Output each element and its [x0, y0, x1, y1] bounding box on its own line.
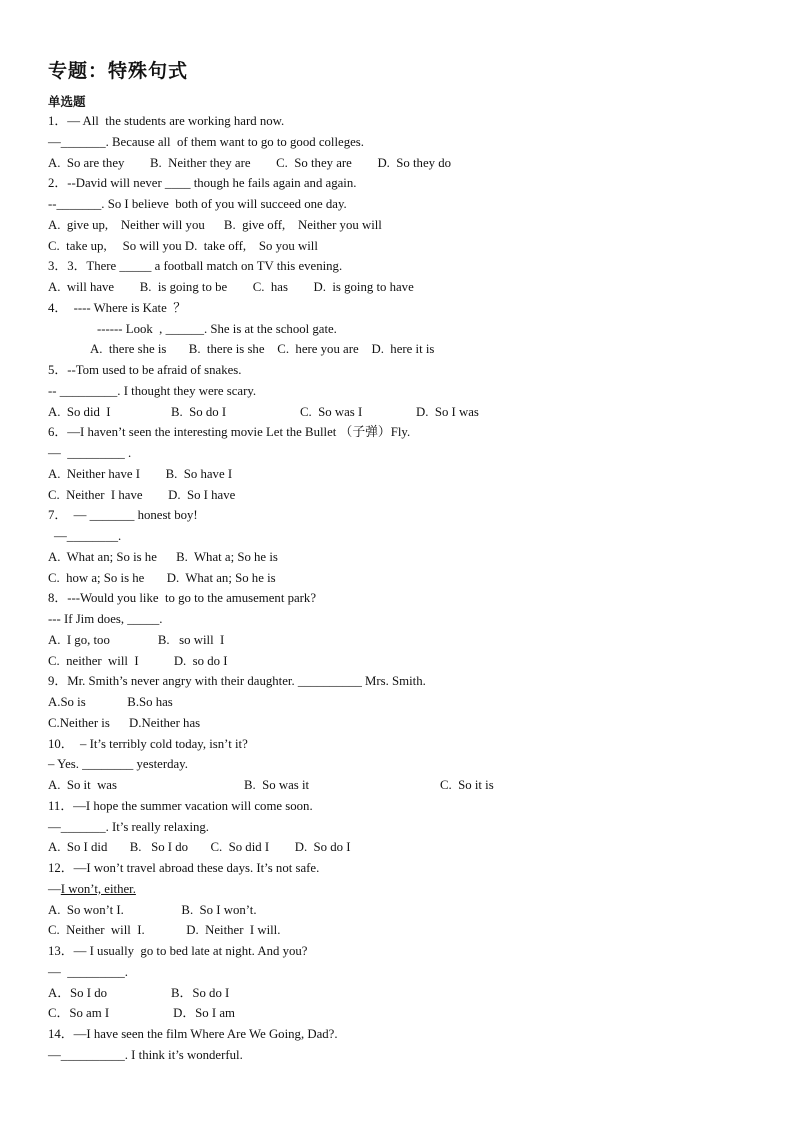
question-1-stem: 1．— All the students are working hard now. — [48, 114, 285, 128]
question-9-options-cd: C.Neither is D.Neither has — [48, 715, 201, 730]
question-9-stem: 9．Mr. Smith’s never angry with their daughter. __________ Mrs. Smith. — [48, 674, 426, 689]
question-8-stem: 8．---Would you like to go to the amusement park? — [48, 591, 316, 606]
question-9-options-ab: A.So is B.So has — [48, 695, 173, 709]
question-4-reply: ------ Look , ______. She is at the school gate. — [97, 321, 337, 336]
question-12-reply — [0, 879, 794, 900]
question-2-options-cd: C. take up, So will you D. take off, So you will — [48, 238, 318, 253]
question-2-reply: --_______. So I believe both of you will succeed one day. — [48, 197, 347, 211]
question-14-stem: 14．—I have seen the film Where Are We Going, Dad?. — [48, 1027, 338, 1041]
question-2-stem: 2．--David will never ____ though he fails again and again. — [48, 176, 357, 191]
option-c: C. So it is — [440, 778, 494, 792]
question-13-stem: 13．— I usually go to bed late at night. And you? — [48, 944, 308, 958]
option-a: A. So it was — [48, 778, 117, 792]
option-c: C. So was I — [300, 404, 363, 419]
question-4-options: A. there she is B. there is she C. here you are D. here it is — [90, 342, 435, 357]
question-5-reply: -- _________. I thought they were scary. — [48, 383, 257, 398]
question-7-options-ab: A. What an; So is he B. What a; So he is — [48, 549, 278, 564]
reply-dash: — — [48, 881, 61, 896]
question-1-reply: —_______. Because all of them want to go to good colleges. — [48, 134, 364, 149]
question-7-options-cd: C. how a; So is he D. What an; So he is — [48, 570, 276, 585]
question-10-reply: – Yes. ________ yesterday. — [48, 757, 188, 772]
question-6-reply: — _________ . — [48, 446, 132, 460]
question-13-options-ab: A．So I do B．So do I — [48, 985, 230, 1000]
question-10-stem: 10． – It’s terribly cold today, isn’t it? — [48, 736, 248, 751]
question-7-reply: —________. — [54, 529, 122, 543]
question-7-stem: 7． — _______ honest boy! — [48, 508, 198, 523]
question-13-reply: — _________. — [48, 964, 128, 979]
question-11-reply: —_______. It’s really relaxing. — [48, 819, 209, 834]
question-1-options: A. So are they B. Neither they are C. So they are D. So they do — [48, 155, 452, 170]
question-2-options-ab: A. give up, Neither will you B. give off, Neither you will — [48, 217, 382, 232]
option-a: A. So did I — [48, 404, 111, 419]
section-heading: 单选题 — [48, 94, 86, 109]
question-3-stem: 3．3．There _____ a football match on TV this evening. — [48, 259, 343, 274]
question-11-options: A. So I did B. So I do C. So did I D. So do I — [48, 840, 351, 855]
page-title: 专题：特殊句式 — [48, 60, 189, 82]
question-12-options-ab: A. So won’t I. B. So I won’t. — [48, 902, 257, 917]
question-11-stem: 11．—I hope the summer vacation will come soon. — [48, 798, 313, 813]
question-4-stem: 4． ---- Where is Kate ？ — [48, 300, 186, 315]
option-d: D. So I was — [416, 404, 479, 419]
question-10-options — [0, 775, 794, 796]
question-12-stem: 12．—I won’t travel abroad these days. It’s not safe. — [48, 861, 320, 875]
question-8-options-ab: A. I go, too B. so will I — [48, 632, 225, 647]
question-6-options-ab: A. Neither have I B. So have I — [48, 466, 233, 481]
question-3-options: A. will have B. is going to be C. has D. is going to have — [48, 280, 414, 294]
question-list — [0, 111, 794, 1066]
question-5-options — [0, 402, 794, 423]
question-8-reply: --- If Jim does, _____. — [48, 612, 163, 626]
question-5-stem: 5．--Tom used to be afraid of snakes. — [48, 363, 242, 377]
option-b: B. So was it — [244, 778, 310, 792]
question-8-options-cd: C. neither will I D. so do I — [48, 653, 228, 668]
question-12-options-cd: C. Neither will I. D. Neither I will. — [48, 923, 281, 938]
question-14-reply: —__________. I think it’s wonderful. — [48, 1047, 243, 1062]
question-6-options-cd: C. Neither I have D. So I have — [48, 487, 236, 502]
question-6-stem: 6．—I haven’t seen the interesting movie Let the Bullet （子弹）Fly. — [48, 425, 411, 440]
question-13-options-cd: C．So am I D．So I am — [48, 1006, 235, 1021]
underlined-answer: I won’t, either. — [60, 881, 136, 896]
option-b: B. So do I — [171, 404, 227, 419]
